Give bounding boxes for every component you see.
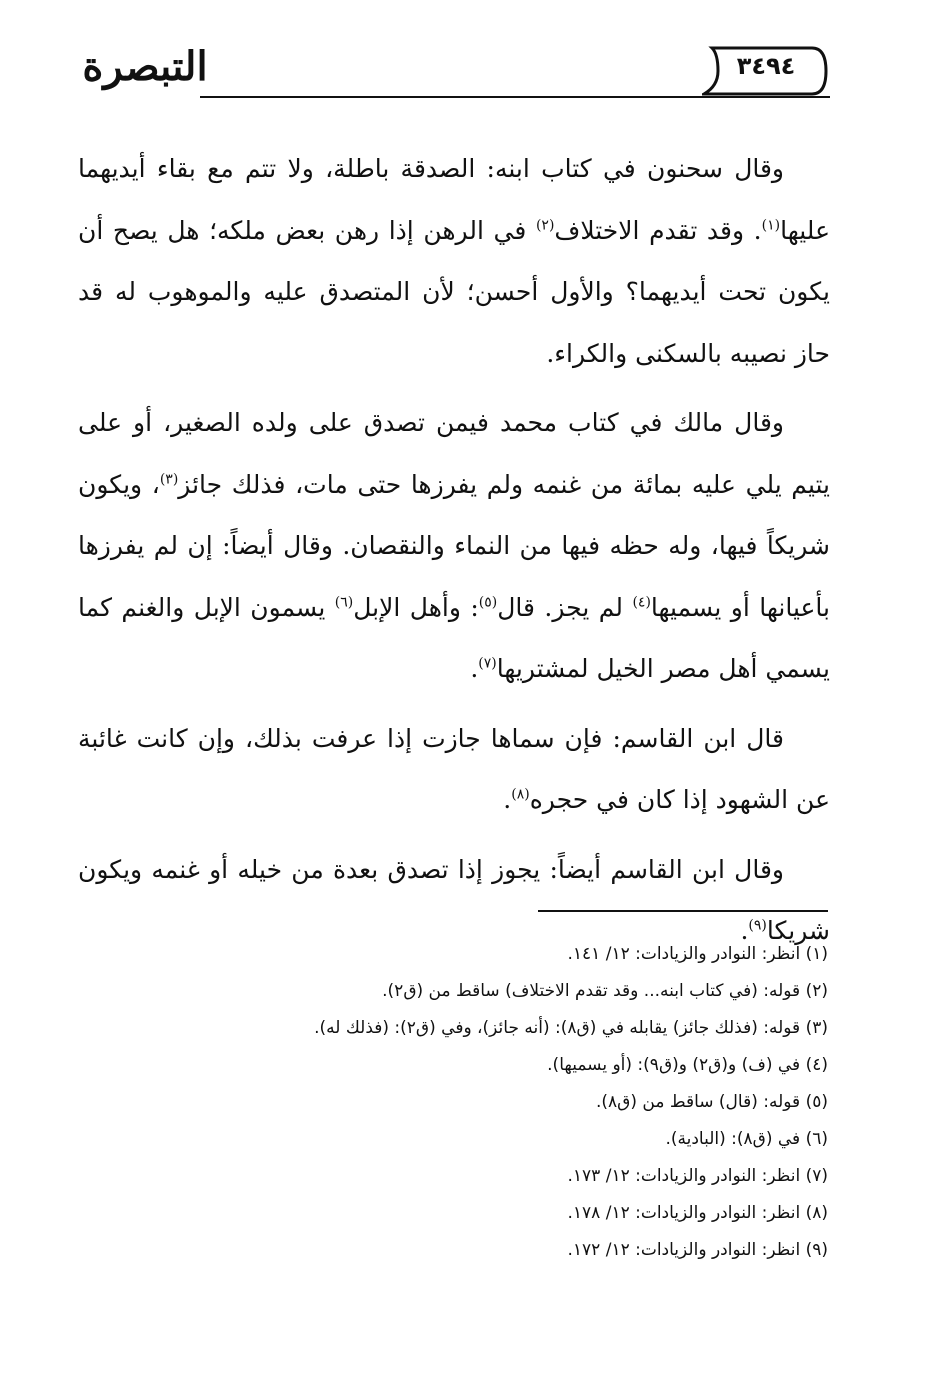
- footnote-separator: [538, 910, 828, 912]
- main-text: [78, 138, 830, 962]
- footnote-marker: (٤): [632, 594, 651, 611]
- page-number: ٣٤٩٤: [736, 52, 796, 80]
- footnote: (٥) قوله: (قال) ساقط من (ق٨).: [595, 1092, 828, 1112]
- page-header: [70, 34, 830, 114]
- text-segment: وقال مالك في كتاب محمد فيمن تصدق على ولده الصغير، أو على يتيم يلي عليه بمائة من غنمه ولم يفرزها حتى مات، فذلك جائز: [78, 408, 830, 499]
- footnote-marker: (٣): [159, 471, 179, 488]
- paragraph: [78, 392, 830, 700]
- footnote: (٨) انظر: النوادر والزيادات: ١٢/ ١٧٨.: [567, 1203, 828, 1223]
- paragraph: [78, 138, 830, 384]
- text-segment: .: [470, 654, 479, 683]
- footnote-marker: (٦): [334, 594, 354, 611]
- text-segment: .: [503, 785, 512, 814]
- text-segment: قال ابن القاسم: فإن سماها جازت إذا عرفت بذلك، وإن كانت غائبة عن الشهود إذا كان في حجره: [78, 723, 830, 814]
- footnote: (٢) قوله: (في كتاب ابنه... وقد تقدم الاختلاف) ساقط من (ق٢).: [382, 981, 828, 1001]
- footnote-marker: (١): [761, 217, 781, 234]
- footnote-marker: (٨): [511, 786, 530, 803]
- text-segment: في الرهن إذا رهن بعض ملكه؛ هل يصح أن يكون تحت أيديهما؟ والأول أحسن؛ لأن المتصدق عليه والموهوب له قد حاز نصيبه بالسكنى والكراء.: [78, 215, 830, 368]
- footnote: (٧) انظر: النوادر والزيادات: ١٢/ ١٧٣.: [567, 1166, 828, 1186]
- footnote-marker: (٢): [535, 217, 555, 234]
- footnote: (١) انظر: النوادر والزيادات: ١٢/ ١٤١.: [567, 944, 828, 964]
- footnote: (٦) في (ق٨): (البادية).: [665, 1129, 828, 1149]
- text-segment: يسمون الإبل والغنم كما يسمي أهل مصر الخيل لمشتريها: [78, 592, 830, 683]
- text-segment: وقال سحنون في كتاب ابنه: الصدقة باطلة، ولا تتم مع بقاء أيديهما عليها: [78, 154, 830, 245]
- header-rule: [200, 96, 830, 98]
- text-segment: . وقد تقدم الاختلاف: [554, 215, 762, 245]
- paragraph: [78, 708, 830, 831]
- text-segment: .: [740, 916, 749, 945]
- footnote: (٣) قوله: (فذلك جائز) يقابله في (ق٨): (أنه جائز)، وفي (ق٢): (فذلك له).: [314, 1018, 828, 1038]
- footnote: (٩) انظر: النوادر والزيادات: ١٢/ ١٧٢.: [567, 1240, 828, 1260]
- book-title: التبصرة: [82, 43, 208, 90]
- book-title-logo: [70, 34, 220, 96]
- footnotes: [188, 936, 828, 1269]
- text-segment: : وأهل الإبل: [353, 592, 479, 622]
- text-segment: لم يجز. قال: [497, 592, 633, 622]
- text-segment: وقال ابن القاسم أيضاً: يجوز إذا تصدق بعدة من خيله أو غنمه ويكون شريكا: [78, 854, 830, 945]
- text-segment: ، ويكون شريكاً فيها، وله حظه فيها من النماء والنقصان. وقال أيضاً: إن لم يفرزها بأعيانها أو يسميها: [78, 469, 830, 622]
- footnote-marker: (٧): [478, 655, 497, 672]
- footnote-marker: (٩): [748, 917, 767, 934]
- footnote-marker: (٥): [478, 594, 498, 611]
- footnote: (٤) في (ف) و(ق٢) و(ق٩): (أو يسميها).: [547, 1055, 828, 1075]
